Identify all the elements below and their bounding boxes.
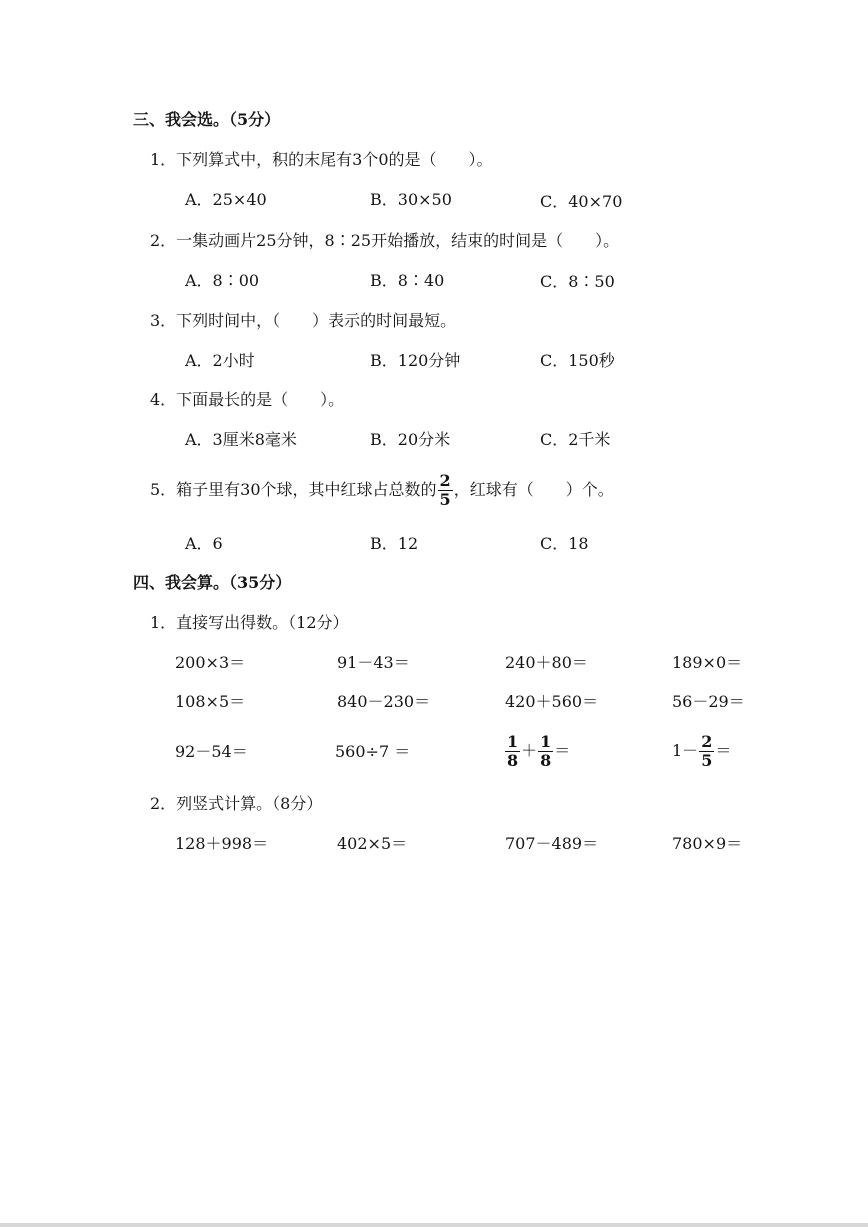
calc-r3-c2: 560÷7 ＝	[335, 742, 411, 761]
part2-title: 2．列竖式计算。（8分）	[150, 794, 323, 813]
calc-r2-c4: 56－29＝	[672, 692, 745, 711]
vertical-calc-2: 402×5＝	[337, 834, 408, 853]
calc-r2-c3: 420＋560＝	[505, 692, 599, 711]
question-5-option-b: B．12	[370, 534, 419, 553]
fraction-two-fifths-calc	[699, 733, 714, 770]
question-5-text-after: ，红球有（ ）个。	[453, 480, 614, 499]
question-5-text	[150, 470, 614, 510]
question-4-option-c: C．2千米	[540, 430, 611, 449]
fraction-numerator: 2	[439, 471, 451, 490]
question-4-option-b: B．20分米	[370, 430, 451, 449]
fraction-denominator: 5	[701, 751, 713, 770]
question-3-option-a: A．2小时	[185, 351, 255, 370]
calc-r2-c1: 108×5＝	[175, 692, 246, 711]
question-1-option-b: B．30×50	[370, 190, 452, 209]
equals-sign: ＝	[715, 741, 732, 760]
plus-operator: ＋	[521, 741, 538, 760]
calc-r2-c2: 840－230＝	[337, 692, 431, 711]
section3-title: 三、我会选。（5分）	[133, 110, 281, 129]
question-4-option-a: A．3厘米8毫米	[185, 430, 297, 449]
question-1-option-a: A．25×40	[185, 190, 267, 209]
calc-r1-c2: 91－43＝	[337, 653, 410, 672]
vertical-calc-4: 780×9＝	[672, 834, 743, 853]
vertical-calc-3: 707－489＝	[505, 834, 599, 853]
question-2-option-c: C．8∶50	[540, 272, 615, 291]
question-3-text: 3．下列时间中，（ ）表示的时间最短。	[150, 311, 457, 330]
question-4-text: 4．下面最长的是（ ）。	[150, 390, 345, 409]
calc-r1-c3: 240＋80＝	[505, 653, 588, 672]
fraction-one-eighth-b	[538, 733, 553, 770]
fraction-numerator: 2	[701, 732, 713, 751]
one-minus-prefix: 1－	[672, 741, 699, 760]
calc-r3-c3	[504, 732, 570, 770]
question-1-text: 1．下列算式中，积的末尾有3个0的是（ ）。	[150, 150, 493, 169]
fraction-two-fifths	[438, 472, 453, 509]
page-bottom-edge	[0, 1223, 868, 1227]
question-2-option-a: A．8∶00	[185, 271, 260, 290]
vertical-calc-1: 128＋998＝	[175, 834, 269, 853]
question-2-text: 2．一集动画片25分钟，8∶25开始播放，结束的时间是（ ）。	[150, 231, 620, 250]
fraction-numerator: 1	[507, 732, 519, 751]
calc-r3-c4	[672, 732, 731, 770]
question-5-option-c: C．18	[540, 534, 589, 553]
calc-r1-c4: 189×0＝	[672, 653, 743, 672]
section4-title: 四、我会算。（35分）	[133, 573, 292, 592]
part1-title: 1．直接写出得数。（12分）	[150, 613, 349, 632]
question-3-option-c: C．150秒	[540, 351, 615, 370]
question-3-option-b: B．120分钟	[370, 351, 461, 370]
calc-r1-c1: 200×3＝	[175, 653, 246, 672]
question-5-text-before: 5．箱子里有30个球，其中红球占总数的	[150, 480, 437, 499]
calc-r3-c1: 92－54＝	[175, 742, 248, 761]
fraction-denominator: 8	[507, 751, 519, 770]
fraction-denominator: 5	[439, 490, 451, 509]
question-2-option-b: B．8∶40	[370, 271, 445, 290]
fraction-denominator: 8	[540, 751, 552, 770]
question-5-option-a: A．6	[185, 534, 223, 553]
question-1-option-c: C．40×70	[540, 192, 623, 211]
fraction-one-eighth-a	[505, 733, 520, 770]
fraction-numerator: 1	[540, 732, 552, 751]
equals-sign: ＝	[554, 741, 571, 760]
